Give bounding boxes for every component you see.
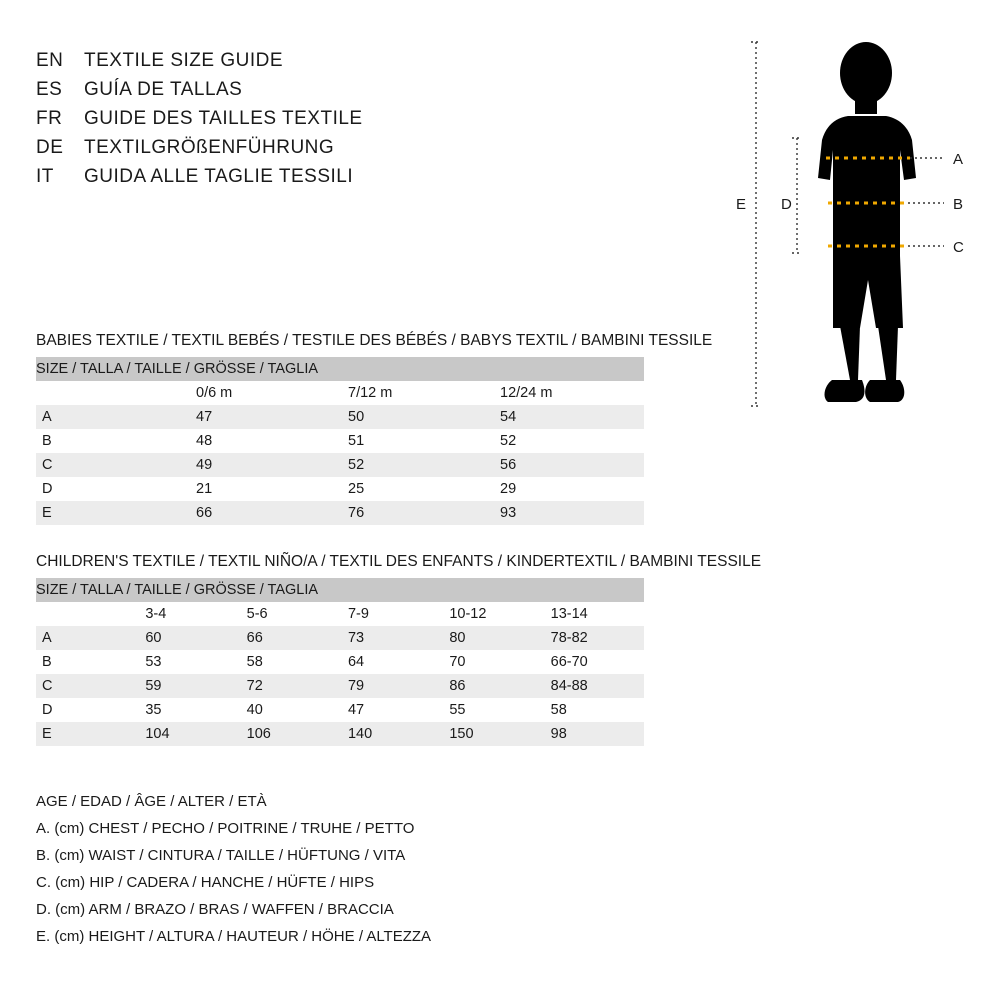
row-value: 93: [492, 501, 644, 525]
row-value: 58: [239, 650, 340, 674]
babies-header-label: SIZE / TALLA / TAILLE / GRÖSSE / TAGLIA: [36, 357, 644, 381]
row-label: B: [36, 650, 137, 674]
row-value: 72: [239, 674, 340, 698]
language-code: EN: [36, 50, 64, 71]
table-row: [36, 650, 644, 674]
marker-label-e: E: [736, 196, 747, 213]
language-code: DE: [36, 137, 64, 158]
row-value: 47: [340, 698, 441, 722]
children-column-header: 10-12: [441, 602, 542, 626]
row-value: 66-70: [543, 650, 644, 674]
language-header-block: [36, 50, 636, 195]
row-value: 59: [137, 674, 238, 698]
marker-label-c: C: [953, 239, 964, 256]
marker-label-b: B: [953, 196, 964, 213]
column-spacer: [36, 602, 137, 626]
row-value: 104: [137, 722, 238, 746]
row-value: 53: [137, 650, 238, 674]
row-value: 58: [543, 698, 644, 722]
babies-column-header: 12/24 m: [492, 381, 644, 405]
language-text: TEXTILGRÖßENFÜHRUNG: [84, 137, 335, 158]
language-text: GUIDE DES TAILLES TEXTILE: [84, 108, 363, 129]
table-row: [36, 429, 644, 453]
row-value: 84-88: [543, 674, 644, 698]
legend-line: AGE / EDAD / ÂGE / ALTER / ETÀ: [36, 793, 267, 810]
row-value: 54: [492, 405, 644, 429]
row-value: 47: [188, 405, 340, 429]
row-value: 56: [492, 453, 644, 477]
row-value: 78-82: [543, 626, 644, 650]
row-value: 66: [188, 501, 340, 525]
children-header-label: SIZE / TALLA / TAILLE / GRÖSSE / TAGLIA: [36, 578, 644, 602]
child-silhouette-figure: [700, 28, 990, 428]
row-value: 86: [441, 674, 542, 698]
row-value: 98: [543, 722, 644, 746]
language-row: [36, 79, 636, 108]
babies-column-header: 7/12 m: [340, 381, 492, 405]
language-text: GUÍA DE TALLAS: [84, 79, 243, 100]
row-value: 50: [340, 405, 492, 429]
row-label: D: [36, 477, 188, 501]
language-row: [36, 50, 636, 79]
children-size-table: [36, 578, 644, 746]
table-header-row: [36, 578, 644, 602]
row-value: 48: [188, 429, 340, 453]
row-value: 21: [188, 477, 340, 501]
row-value: 40: [239, 698, 340, 722]
row-value: 29: [492, 477, 644, 501]
column-spacer: [36, 381, 188, 405]
row-value: 64: [340, 650, 441, 674]
language-code: FR: [36, 108, 63, 129]
row-label: E: [36, 501, 188, 525]
table-row: [36, 698, 644, 722]
language-code: ES: [36, 79, 63, 100]
table-row: [36, 626, 644, 650]
row-label: D: [36, 698, 137, 722]
legend-line: C. (cm) HIP / CADERA / HANCHE / HÜFTE / HIPS: [36, 874, 375, 891]
children-section: [36, 553, 762, 746]
row-value: 66: [239, 626, 340, 650]
language-row: [36, 166, 636, 195]
children-section-title: CHILDREN'S TEXTILE / TEXTIL NIÑO/A / TEXTIL DES ENFANTS / KINDERTEXTIL / BAMBINI TESSILE: [36, 553, 762, 570]
row-value: 76: [340, 501, 492, 525]
table-column-row: [36, 381, 644, 405]
children-column-header: 3-4: [137, 602, 238, 626]
language-row: [36, 108, 636, 137]
table-row: [36, 674, 644, 698]
table-row: [36, 405, 644, 429]
children-column-header: 7-9: [340, 602, 441, 626]
language-code: IT: [36, 166, 54, 187]
babies-column-header: 0/6 m: [188, 381, 340, 405]
table-column-row: [36, 602, 644, 626]
row-value: 106: [239, 722, 340, 746]
row-value: 52: [492, 429, 644, 453]
children-column-header: 13-14: [543, 602, 644, 626]
table-row: [36, 722, 644, 746]
row-value: 80: [441, 626, 542, 650]
legend-line: A. (cm) CHEST / PECHO / POITRINE / TRUHE / PETTO: [36, 820, 415, 837]
legend-line: E. (cm) HEIGHT / ALTURA / HAUTEUR / HÖHE / ALTEZZA: [36, 928, 432, 945]
table-row: [36, 501, 644, 525]
row-value: 60: [137, 626, 238, 650]
row-value: 140: [340, 722, 441, 746]
measurement-legend: [36, 788, 656, 950]
row-label: A: [36, 405, 188, 429]
table-header-row: [36, 357, 644, 381]
babies-section-title: BABIES TEXTILE / TEXTIL BEBÉS / TESTILE DES BÉBÉS / BABYS TEXTIL / BAMBINI TESSILE: [36, 332, 713, 349]
row-label: E: [36, 722, 137, 746]
table-row: [36, 477, 644, 501]
language-text: TEXTILE SIZE GUIDE: [84, 50, 284, 71]
language-text: GUIDA ALLE TAGLIE TESSILI: [84, 166, 354, 187]
row-label: C: [36, 674, 137, 698]
row-value: 51: [340, 429, 492, 453]
row-value: 49: [188, 453, 340, 477]
marker-label-d: D: [781, 196, 792, 213]
row-value: 35: [137, 698, 238, 722]
row-label: A: [36, 626, 137, 650]
babies-section: [36, 332, 713, 525]
row-value: 55: [441, 698, 542, 722]
babies-size-table: [36, 357, 644, 525]
children-column-header: 5-6: [239, 602, 340, 626]
silhouette-shape: [818, 42, 916, 402]
legend-line: D. (cm) ARM / BRAZO / BRAS / WAFFEN / BRACCIA: [36, 901, 394, 918]
row-value: 150: [441, 722, 542, 746]
table-row: [36, 453, 644, 477]
row-label: B: [36, 429, 188, 453]
row-value: 79: [340, 674, 441, 698]
row-value: 73: [340, 626, 441, 650]
row-value: 70: [441, 650, 542, 674]
row-value: 25: [340, 477, 492, 501]
language-row: [36, 137, 636, 166]
row-value: 52: [340, 453, 492, 477]
marker-label-a: A: [953, 151, 964, 168]
legend-line: B. (cm) WAIST / CINTURA / TAILLE / HÜFTUNG / VITA: [36, 847, 406, 864]
row-label: C: [36, 453, 188, 477]
